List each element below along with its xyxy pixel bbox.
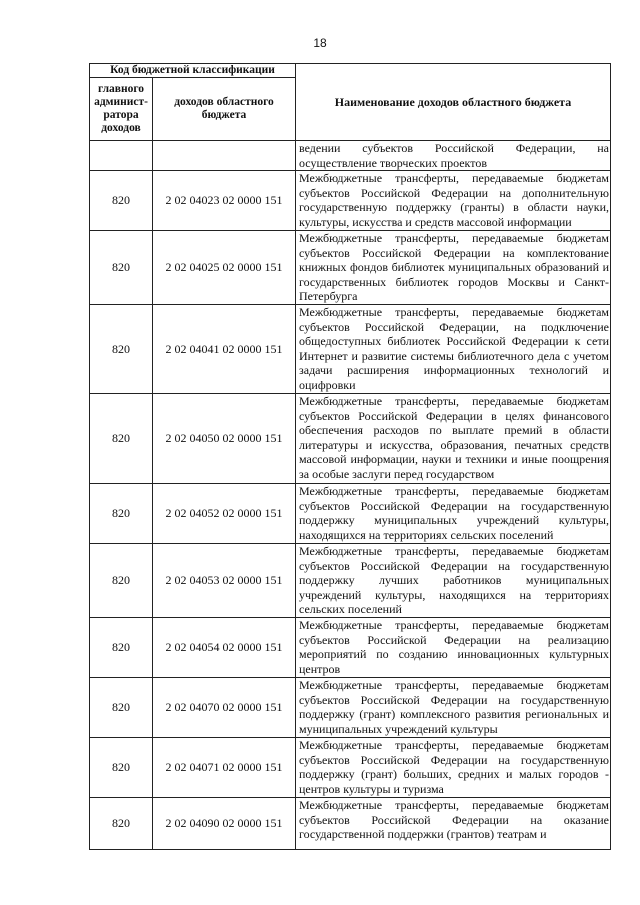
admin-code-cell: 820 [90, 305, 153, 394]
revenue-name-cell: Межбюджетные трансферты, передаваемые бюджетам субъектов Российской Федерации на реализацию мероприятий по созданию инновационных культурных центров [296, 618, 611, 678]
header-revenue-name: Наименование доходов областного бюджета [296, 64, 611, 141]
empty-cell [153, 141, 296, 171]
revenue-name-cell: Межбюджетные трансферты, передаваемые бюджетам субъектов Российской Федерации на государственную поддержку лучших работников муниципальных учреждений культуры, находящихся на территориях сельских поселений [296, 544, 611, 618]
admin-code-cell: 820 [90, 618, 153, 678]
budget-code-cell: 2 02 04090 02 0000 151 [153, 798, 296, 850]
budget-code-cell: 2 02 04052 02 0000 151 [153, 484, 296, 544]
budget-code-cell: 2 02 04023 02 0000 151 [153, 171, 296, 231]
revenue-name-cell: ведении субъектов Российской Федерации, на осуществление творческих проектов [296, 141, 611, 171]
header-classification-code: Код бюджетной классификации [90, 64, 296, 78]
table-row [90, 618, 611, 678]
admin-code-cell: 820 [90, 798, 153, 850]
admin-code-cell: 820 [90, 544, 153, 618]
admin-code-cell: 820 [90, 738, 153, 798]
page-number: 18 [313, 36, 327, 50]
table-row [90, 544, 611, 618]
revenue-name-cell: Межбюджетные трансферты, передаваемые бюджетам субъектов Российской Федерации на государственную поддержку (грант) комплексного развития региональных и муниципальных учреждений культуры [296, 678, 611, 738]
revenue-name-cell: Межбюджетные трансферты, передаваемые бюджетам субъектов Российской Федерации на государственную поддержку (грант) больших, средних и малых городов - центров культуры и туризма [296, 738, 611, 798]
budget-code-cell: 2 02 04071 02 0000 151 [153, 738, 296, 798]
budget-code-cell: 2 02 04054 02 0000 151 [153, 618, 296, 678]
budget-code-cell: 2 02 04041 02 0000 151 [153, 305, 296, 394]
budget-classification-table [89, 63, 611, 850]
table-row [90, 798, 611, 850]
budget-code-cell: 2 02 04070 02 0000 151 [153, 678, 296, 738]
revenue-name-cell: Межбюджетные трансферты, передаваемые бюджетам субъектов Российской Федерации на комплектование книжных фондов библиотек муниципальных образований и государственных библиотек городов Москвы и Санкт-Петербурга [296, 231, 611, 305]
empty-cell [90, 141, 153, 171]
table-row [90, 484, 611, 544]
revenue-name-cell: Межбюджетные трансферты, передаваемые бюджетам субъектов Российской Федерации на государственную поддержку муниципальных учреждений культуры, находящихся на территориях сельских поселений [296, 484, 611, 544]
table-row [90, 171, 611, 231]
table-row [90, 394, 611, 484]
budget-code-cell: 2 02 04050 02 0000 151 [153, 394, 296, 484]
budget-code-cell: 2 02 04053 02 0000 151 [153, 544, 296, 618]
table-row [90, 738, 611, 798]
revenue-name-cell: Межбюджетные трансферты, передаваемые бюджетам субъектов Российской Федерации, на подключение общедоступных библиотек Российской Федерации к сети Интернет и развитие системы библиотечного дела с учетом задачи расширения информационных технологий и оцифровки [296, 305, 611, 394]
revenue-name-cell: Межбюджетные трансферты, передаваемые бюджетам субъектов Российской Федерации в целях финансового обеспечения расходов по выплате премий в области литературы и искусства, образования, печатных средств массовой информации, науки и техники и иные поощрения за особые заслуги перед государством [296, 394, 611, 484]
revenue-name-cell: Межбюджетные трансферты, передаваемые бюджетам субъектов Российской Федерации на дополнительную государственную поддержку (гранты) в области науки, культуры, искусства и средств массовой информации [296, 171, 611, 231]
admin-code-cell: 820 [90, 171, 153, 231]
admin-code-cell: 820 [90, 231, 153, 305]
budget-code-cell: 2 02 04025 02 0000 151 [153, 231, 296, 305]
table-row [90, 678, 611, 738]
header-income-column: доходов областного бюджета [153, 78, 296, 141]
revenue-name-cell: Межбюджетные трансферты, передаваемые бюджетам субъектов Российской Федерации на оказание государственной поддержки (грантов) театрам и [296, 798, 611, 850]
table-row [90, 305, 611, 394]
header-admin-column: главного админист- ратора доходов [90, 78, 153, 141]
table-row-continuation [90, 141, 611, 171]
admin-code-cell: 820 [90, 394, 153, 484]
table-row [90, 231, 611, 305]
admin-code-cell: 820 [90, 484, 153, 544]
admin-code-cell: 820 [90, 678, 153, 738]
